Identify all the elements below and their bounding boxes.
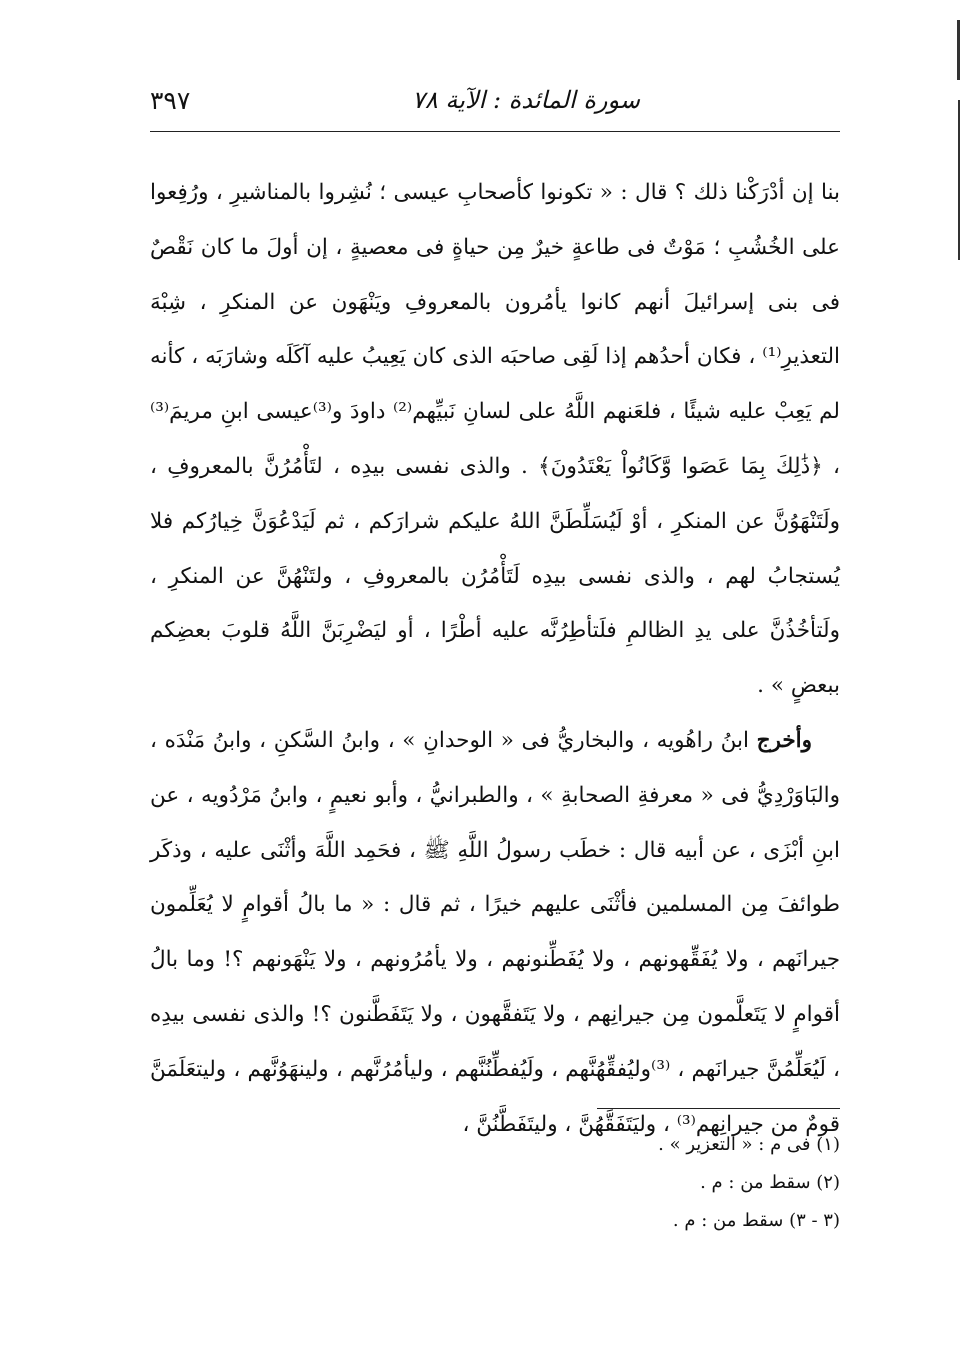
footnote-2: (٢) سقط من : م .: [700, 1172, 840, 1193]
header-rule: [150, 131, 840, 132]
footnote-rule: [597, 1108, 840, 1109]
footnotes: [450, 1126, 840, 1240]
paragraph-2-lead: وأخرج: [756, 727, 812, 753]
footnote-1: (١) فى م : « التعزير » .: [658, 1134, 840, 1155]
scan-edge-mark: [957, 20, 960, 80]
running-title: سورة المائدة : الآية ٧٨: [412, 86, 640, 114]
paragraph-1: بنا إن أدْرَكْنا ذلك ؟ قال : « تكونوا كأصحابِ عيسى ؛ نُشِروا بالمناشيرِ ، ورُفِعوا على الخُشُبِ ؛ مَوْتٌ فى طاعةٍ خيرٌ مِن حياةٍ فى معصيةٍ ، إن أولَ ما كان نَقْصٌ فى بنى إسرائيلَ أنهم كانوا يأمُرون بالمعروفِ ويَنْهَون عن المنكرِ ، شِبْهَ التعذيرِ⁽¹⁾ ، فكان أحدُهم إذا لَقِى صاحبَه الذى كان يَعِيبُ عليه آكَلَه وشارَبَه ، كأنه لم يَعِبْ عليه شيئًا ، فلعَنهم اللَّهُ على لسانِ نَبيِّهم⁽²⁾ داودَ و⁽³⁾عيسى ابنِ مريمَ⁽³⁾ ، ﴿ذَٰلِكَ بِمَا عَصَوا وَّكَانُواْ يَعْتَدُونَ﴾ . والذى نفسى بيدِه ، لتَأْمُرُنَّ بالمعروفِ ، ولَتَنْهَوُنَّ عن المنكرِ ، أوْ لَيُسَلِّطَنَّ اللهُ عليكم شرارَكم ، ثم لَيَدْعُوَنَّ خِيارُكم فلا يُستجابُ لهم ، والذى نفسى بيدِه لَتَأْمُرُن بالمعروفِ ، ولتَنْهُنَّ عن المنكرِ ، ولَتأخُذُنَّ على يدِ الظالمِ فلَتأطِرُنَّه عليه أطْرًا ، أو ليَضْرِبَنَّ اللَّهُ قلوبَ بعضِكم ببعضٍ » .: [150, 180, 840, 699]
footnote-3: (٣ - ٣) سقط من : م .: [672, 1210, 840, 1231]
paragraph-2: [150, 714, 840, 1152]
scan-edge-mark: [958, 100, 960, 260]
main-text: [150, 166, 840, 1152]
page-number: ٣٩٧: [150, 86, 191, 115]
page-header: [150, 82, 840, 122]
paragraph-2-text: ابنُ راهُويه ، والبخاريُّ فى « الوحدانِ » ، وابنُ السَّكنِ ، وابنُ مَنْدَه ، والبَاوَرْدِيُّ فى « معرفةِ الصحابةِ » ، والطبرانيُّ ، وأبو نعيمٍ ، وابنُ مَرْدُويه ، عن ابنِ أبْزَى ، عن أبيه قال : خطَب رسولُ اللَّهِ ﷺ ، فحَمِد اللَّهَ وأثْنَى عليه ، وذكَر طوائفَ مِن المسلمين فأثْنَى عليهم خيرًا ، ثم قال : « ما بالُ أقوامٍ لا يُعَلِّمون جيرانَهم ، ولا يُفَقِّهونهم ، ولا يُفَطِّنونهم ، ولا يأمُرُونهم ، ولا يَنْهَونهم ؟! وما بالُ أقوامٍ لا يَتَعلَّمون مِن جيرانِهم ، ولا يَتَفقَّهون ، ولا يَتَفَطَّنون ؟! والذى نفسى بيدِه ، لَيُعَلِّمُنَّ جيرانَهم ، ⁽³⁾وليُفقِّهُنَّهم ، ولَيُفطِّنُنَّهم ، وليأمُرُنَّهم ، ولينهَوُنَّهم ، وليتعَلَمَنَّ قومٌ من جيرانِهم⁽³⁾ ، وليَتَفَقَّهُنَّ ، وليتَفَطَّنُنَّ ،: [150, 727, 840, 1137]
